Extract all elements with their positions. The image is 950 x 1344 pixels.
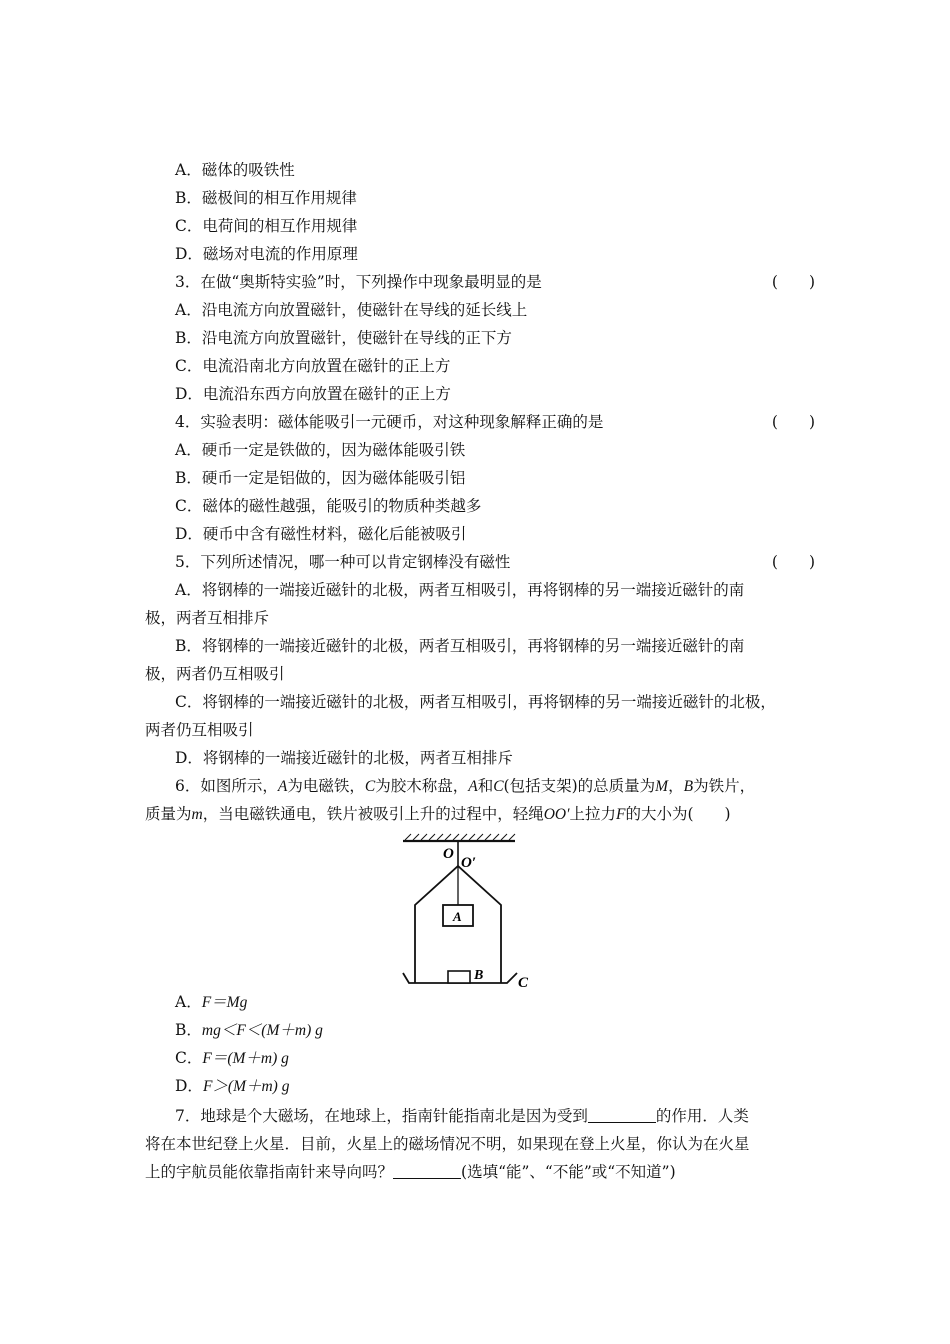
iron-plate-b xyxy=(448,971,470,983)
q6-var: B xyxy=(683,778,694,795)
q6-text: 上拉力 xyxy=(569,805,617,823)
q7-text: 的作用．人类 xyxy=(655,1107,749,1125)
q7-text: 7．地球是个大磁场，在地球上，指南针能指南北是因为受到 xyxy=(175,1107,588,1125)
q5-option-b-line1: B．将钢棒的一端接近磁针的北极，两者互相吸引，再将钢棒的另一端接近磁针的南 xyxy=(175,637,745,655)
q6-var: F xyxy=(616,806,626,823)
q7-text: (选填“能”、“不能”或“不知道”) xyxy=(461,1163,676,1181)
q6-text: ，当电磁铁通电，铁片被吸引上升的过程中，轻绳 xyxy=(202,805,544,823)
q3-stem-line xyxy=(175,268,815,296)
q4-answer-paren: ( ) xyxy=(771,413,815,431)
q6-var: C xyxy=(493,778,504,795)
q6-option-c xyxy=(175,1044,815,1072)
option-formula: mg＜F＜(M＋m) g xyxy=(201,1022,323,1039)
q6-text: 的大小为( ) xyxy=(625,805,731,823)
q7-line3 xyxy=(145,1158,815,1186)
q5-option-c-line1: C．将钢棒的一端接近磁针的北极，两者互相吸引，再将钢棒的另一端接近磁针的北极， xyxy=(175,693,776,711)
q3-option-b: B．沿电流方向放置磁针，使磁针在导线的正下方 xyxy=(175,329,512,347)
q6-text: 质量为 xyxy=(145,805,192,823)
q6-text: 和 xyxy=(477,777,494,795)
option-prefix: C． xyxy=(175,1049,203,1067)
q6-var: m xyxy=(191,806,203,823)
q6-option-b xyxy=(175,1016,815,1044)
q5-option-a-line1: A．将钢棒的一端接近磁针的北极，两者互相吸引，再将钢棒的另一端接近磁针的南 xyxy=(175,581,745,599)
option-prefix: A． xyxy=(175,993,202,1011)
q4-stem-line xyxy=(175,408,815,436)
q2-option-c: C．电荷间的相互作用规律 xyxy=(175,217,358,235)
q4-stem: 4．实验表明：磁体能吸引一元硬币，对这种现象解释正确的是 xyxy=(175,413,604,431)
q3-option-a: A．沿电流方向放置磁针，使磁针在导线的延长线上 xyxy=(175,301,528,319)
q6-text: 为胶木称盘， xyxy=(375,777,469,795)
q5-option-d: D．将钢棒的一端接近磁针的北极，两者互相排斥 xyxy=(175,749,513,767)
label-a: A xyxy=(453,909,462,924)
q6-option-d xyxy=(175,1072,815,1100)
option-formula: F＝(M＋m) g xyxy=(202,1050,289,1067)
q6-text: 6．如图所示， xyxy=(175,777,278,795)
q5-stem-line xyxy=(175,548,815,576)
label-o: O xyxy=(443,846,454,862)
q5-option-a-line2: 极，两者互相排斥 xyxy=(145,609,270,627)
q3-option-c: C．电流沿南北方向放置在磁针的正上方 xyxy=(175,357,451,375)
ceiling-hatching xyxy=(405,834,515,840)
q7-text: 上的宇航员能依靠指南针来导向吗？ xyxy=(145,1163,394,1181)
q6-text: 为电磁铁， xyxy=(287,777,365,795)
q3-stem: 3．在做“奥斯特实验”时，下列操作中现象最明显的是 xyxy=(175,273,542,291)
label-c: C xyxy=(518,975,529,991)
q4-option-c: C．磁体的磁性越强，能吸引的物质种类越多 xyxy=(175,497,482,515)
q6-var: OO′ xyxy=(543,806,570,823)
q2-option-a: A．磁体的吸铁性 xyxy=(175,161,295,179)
q5-option-c-line2: 两者仍互相吸引 xyxy=(145,721,254,739)
q7-line1 xyxy=(175,1102,815,1130)
q4-option-b: B．硬币一定是铝做的，因为磁体能吸引铝 xyxy=(175,469,466,487)
q6-var: A xyxy=(277,778,288,795)
option-prefix: B． xyxy=(175,1021,202,1039)
q6-var: C xyxy=(364,778,376,795)
q6-text: ， xyxy=(668,777,684,795)
q6-text: 为铁片， xyxy=(693,777,756,795)
q2-option-b: B．磁极间的相互作用规律 xyxy=(175,189,357,207)
q6-var: M xyxy=(655,778,669,795)
fill-blank[interactable] xyxy=(393,1160,461,1179)
q5-answer-paren: ( ) xyxy=(771,553,815,571)
q4-option-d: D．硬币中含有磁性材料，磁化后能被吸引 xyxy=(175,525,467,543)
option-prefix: D． xyxy=(175,1077,203,1095)
q5-option-b-line2: 极，两者仍互相吸引 xyxy=(145,665,285,683)
q6-text: (包括支架)的总质量为 xyxy=(503,777,656,795)
q6-option-a xyxy=(175,988,815,1016)
q7-line2: 将在本世纪登上火星．目前，火星上的磁场情况不明，如果现在登上火星，你认为在火星 xyxy=(145,1135,750,1153)
fill-blank[interactable] xyxy=(588,1104,656,1123)
q5-stem: 5．下列所述情况，哪一种可以肯定钢棒没有磁性 xyxy=(175,553,511,571)
label-o-prime: O′ xyxy=(461,855,477,871)
option-formula: F＝Mg xyxy=(201,994,248,1011)
q6-stem-line1 xyxy=(175,772,815,800)
q4-option-a: A．硬币一定是铁做的，因为磁体能吸引铁 xyxy=(175,441,466,459)
q3-answer-paren: ( ) xyxy=(771,273,815,291)
q6-stem-line2 xyxy=(145,800,815,828)
q6-var: A xyxy=(468,778,478,795)
label-b: B xyxy=(474,968,484,983)
q3-option-d: D．电流沿东西方向放置在磁针的正上方 xyxy=(175,385,451,403)
electromagnet-scale-figure xyxy=(395,833,535,993)
option-formula: F＞(M＋m) g xyxy=(202,1078,290,1095)
q2-option-d: D．磁场对电流的作用原理 xyxy=(175,245,358,263)
